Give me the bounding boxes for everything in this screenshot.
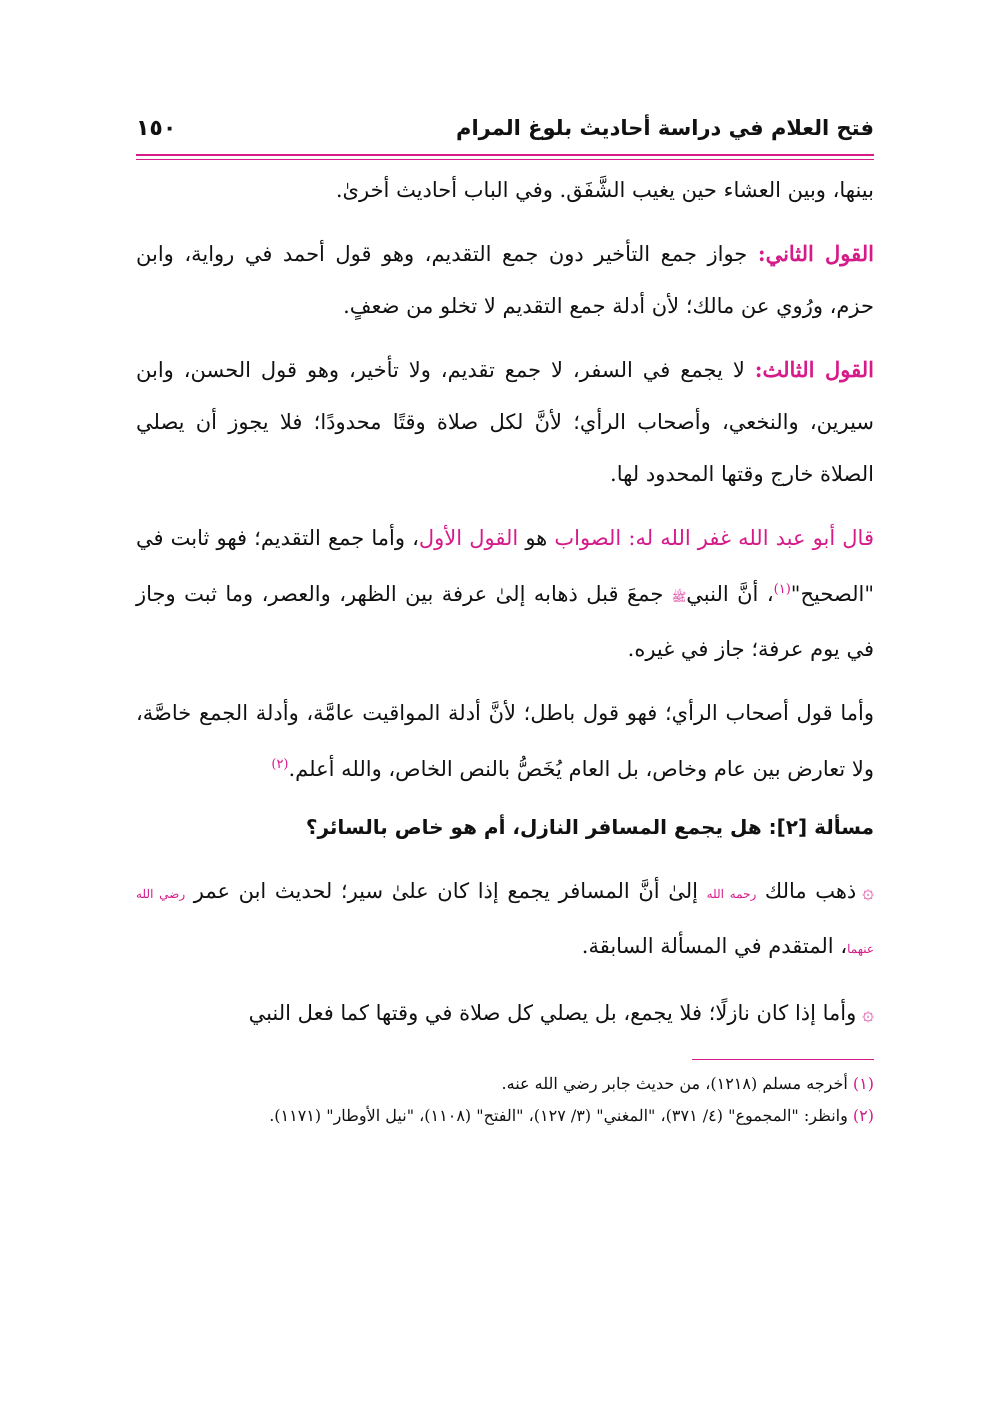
footnote-number: (٢) — [852, 1106, 874, 1125]
author-verdict-label: قال أبو عبد الله غفر الله له: — [628, 526, 874, 550]
third-opinion-label: القول الثالث: — [754, 357, 874, 382]
paragraph-text: ، المتقدم في المسألة السابقة. — [581, 934, 848, 958]
book-page — [136, 108, 874, 1132]
footnote-ref-1[interactable]: (١) — [773, 582, 791, 597]
footnote-2 — [136, 1100, 874, 1132]
header-rule — [136, 154, 874, 156]
footnote-1 — [136, 1068, 874, 1100]
first-opinion-ref: القول الأول — [418, 526, 519, 550]
footnote-text: أخرجه مسلم (١٢١٨)، من حديث جابر رضي الله عنه. — [501, 1074, 853, 1093]
paragraph-text: جمعَ قبل ذهابه إلىٰ عرفة بين الظهر، والعصر، وما ثبت وجاز في يوم عرفة؛ جاز في غيره. — [136, 582, 874, 661]
paragraph-text: إلىٰ أنَّ المسافر يجمع إذا كان علىٰ سير؛ لحديث ابن عمر — [193, 879, 707, 903]
bullet-paragraph-2 — [136, 987, 874, 1039]
paragraph-author-verdict — [136, 512, 874, 675]
honorific-glyph: ﷺ — [671, 590, 687, 604]
paragraph-text: هو — [518, 526, 555, 550]
paragraph-text: وأما إذا كان نازلًا؛ فلا يجمع، بل يصلي كل صلاة في وقتها كما فعل النبي — [248, 1001, 857, 1025]
footnote-number: (١) — [852, 1074, 874, 1093]
paragraph-third-opinion — [136, 344, 874, 500]
paragraph-text: بينها، وبين العشاء حين يغيب الشَّفَق. وفي الباب أحاديث أخرىٰ. — [335, 178, 874, 202]
paragraph-text: ، أنَّ النبي — [686, 582, 774, 606]
paragraph-text: لا يجمع في السفر، لا جمع تقديم، ولا تأخير، وهو قول الحسن، وابن سيرين، والنخعي، وأصحاب الرأي؛ لأنَّ لكل صلاة وقتًا محدودًا؛ فلا يجوز أن يصلي الصلاة خارج وقتها المحدود لها. — [136, 358, 874, 486]
correct-word: الصواب — [554, 526, 622, 550]
bullet-paragraph-1 — [136, 865, 874, 975]
paragraph-text: ، وأما جمع التقديم؛ فهو ثابت في "الصحيح" — [136, 526, 874, 606]
paragraph-second-opinion — [136, 228, 874, 332]
footnote-text: وانظر: "المجموع" (٤/ ٣٧١)، "المغني" (٣/ ١٢٧)، "الفتح" (١١٠٨)، "نيل الأوطار" (١١٧١). — [269, 1106, 853, 1125]
honorific-glyph: رحمه الله — [706, 887, 757, 901]
paragraph-refutation — [136, 687, 874, 795]
header-rule-thin — [136, 159, 874, 160]
paragraph-text: وأما قول أصحاب الرأي؛ فهو قول باطل؛ لأنَّ أدلة المواقيت عامَّة، وأدلة الجمع خاصَّة، ولا تعارض بين عام وخاص، بل العام يُخَصُّ بالنص الخاص، والله أعلم. — [136, 701, 874, 781]
question-heading: مسألة [٢]: هل يجمع المسافر النازل، أم هو خاص بالسائر؟ — [305, 815, 874, 839]
paragraph-text: جواز جمع التأخير دون جمع التقديم، وهو قول أحمد في رواية، وابن حزم، ورُوي عن مالك؛ لأن أدلة جمع التقديم لا تخلو من ضعفٍ. — [136, 242, 874, 318]
paragraph-text: ذهب مالك — [764, 879, 857, 903]
flower-bullet-icon: ۞ — [862, 879, 874, 903]
page-header — [136, 108, 874, 154]
footnotes — [136, 1068, 874, 1132]
footnote-ref-2[interactable]: (٢) — [271, 757, 289, 772]
honorific-glyph: رضي الله عنهما — [136, 887, 874, 956]
book-title: فتح العلام في دراسة أحاديث بلوغ المرام — [456, 116, 874, 140]
paragraph-continuation — [136, 164, 874, 216]
page-number: ١٥٠ — [136, 116, 177, 141]
footnote-separator — [692, 1059, 874, 1060]
second-opinion-label: القول الثاني: — [757, 241, 875, 266]
flower-bullet-icon: ۞ — [862, 1001, 874, 1025]
